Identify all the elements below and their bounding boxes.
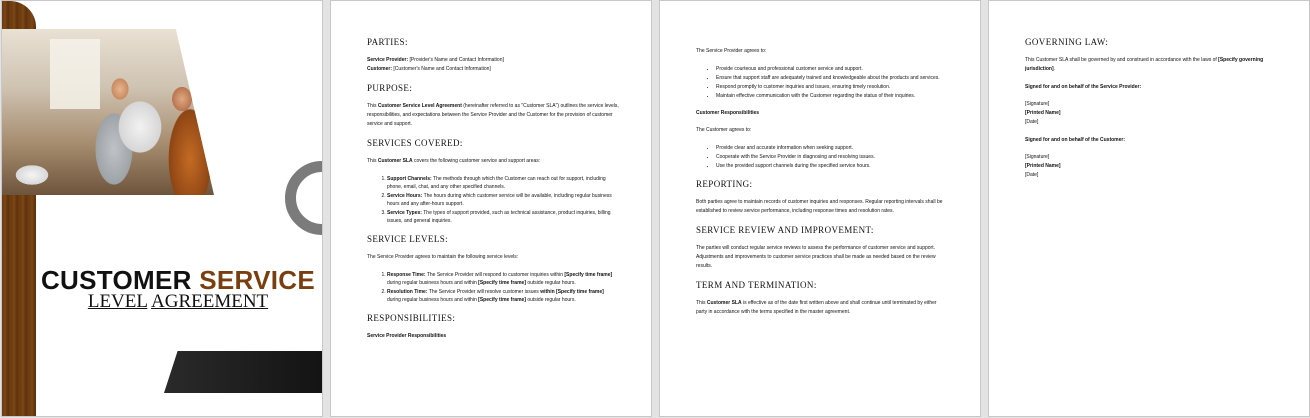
provider-signature-block	[1025, 100, 1277, 127]
term-termination-heading: TERM AND TERMINATION:	[696, 280, 817, 290]
page-3	[659, 0, 981, 417]
provider-value: [Provider's Name and Contact Information]	[408, 57, 504, 63]
date-line: [Date]	[1025, 172, 1039, 178]
customer-value: [Customer's Name and Contact Information]	[392, 66, 491, 72]
customer-responsibilities-list	[696, 144, 948, 170]
signature-line: [Signature]	[1025, 154, 1050, 160]
printed-name-line: [Printed Name]	[1025, 110, 1061, 116]
service-review-text: The parties will conduct regular service reviews to assess the performance of customer service and support. Adjustments and improvements to customer service practices shall be made as needed based on the review results.	[696, 245, 936, 269]
customer-responsibilities-subheading: Customer Responsibilities	[696, 110, 760, 116]
cover-title-word2: SERVICE	[199, 265, 316, 295]
reporting-heading: REPORTING:	[696, 179, 753, 189]
page-2-content	[367, 37, 619, 349]
decorative-ring	[285, 161, 323, 235]
provider-agrees-intro: The Service Provider agrees to:	[696, 48, 767, 54]
service-levels-list	[367, 271, 619, 304]
list-item: 2. Resolution Time: The Service Provider will resolve customer issues within [Specify time frame] during regular business hours and within [Specify time frame] outside regular hours.	[387, 288, 619, 304]
cover-subtitle	[40, 291, 316, 313]
customer-label: Customer:	[367, 66, 393, 72]
service-levels-intro: The Service Provider agrees to maintain the following service levels:	[367, 254, 519, 260]
cover-photo-customer-service-agents	[2, 29, 214, 195]
term-termination-text: This Customer SLA is effective as of the date first written above and shall continue until terminated by either party in accordance with the terms specified in the master agreement.	[696, 300, 937, 315]
purpose-heading: PURPOSE:	[367, 83, 413, 93]
list-item: • Provide courteous and professional customer service and support.	[716, 65, 948, 73]
list-item: • Use the provided support channels during the specified service hours.	[716, 162, 948, 170]
cover-subtitle-word2: AGREEMENT	[151, 291, 269, 312]
service-levels-heading: SERVICE LEVELS:	[367, 234, 449, 244]
list-item: • Provide clear and accurate information when seeking support.	[716, 144, 948, 152]
list-item: • Respond promptly to customer inquiries and issues, ensuring timely resolution.	[716, 83, 948, 91]
cover-page	[1, 0, 323, 417]
decorative-dark-strip	[164, 351, 323, 393]
list-item: • Ensure that support staff are adequately trained and knowledgeable about the products and services.	[716, 74, 948, 82]
parties-lines	[367, 56, 619, 74]
provider-signature-heading: Signed for and on behalf of the Service Provider:	[1025, 84, 1142, 90]
provider-responsibilities-list	[696, 65, 948, 100]
list-item: 1. Response Time: The Service Provider will respond to customer inquiries within [Specify time frame] during regular business hours and within [Specify time frame] outside regular hours.	[387, 271, 619, 287]
page-4-content	[1025, 37, 1277, 189]
cover-subtitle-word1: LEVEL	[87, 291, 148, 312]
signature-line: [Signature]	[1025, 101, 1050, 107]
page-3-content	[696, 47, 948, 326]
customer-signature-heading: Signed for and on behalf of the Customer:	[1025, 137, 1125, 143]
list-item: • Cooperate with the Service Provider in diagnosing and resolving issues.	[716, 153, 948, 161]
governing-law-heading: GOVERNING LAW:	[1025, 37, 1109, 47]
purpose-text: This Customer Service Level Agreement (hereinafter referred to as "Customer SLA") outlines the service levels, responsibilities, and expectations between the Service Provider and the Customer for the provision of customer service and support.	[367, 103, 619, 127]
parties-heading: PARTIES:	[367, 37, 408, 47]
services-heading: SERVICES COVERED:	[367, 138, 463, 148]
photo-window	[50, 39, 100, 109]
provider-label: Service Provider:	[367, 57, 409, 63]
services-intro: This Customer SLA covers the following customer service and support areas:	[367, 158, 541, 164]
list-item: • Maintain effective communication with the Customer regarding the status of their inquiries.	[716, 92, 948, 100]
customer-signature-block	[1025, 153, 1277, 180]
customer-agrees-intro: The Customer agrees to:	[696, 127, 752, 133]
reporting-text: Both parties agree to maintain records of customer inquiries and responses. Regular reporting intervals shall be established to review service performance, including response times and resolution rates.	[696, 199, 943, 214]
page-4	[988, 0, 1310, 417]
list-item: 2. Service Hours: The hours during which customer service will be available, including regular business hours and any after-hours support.	[387, 192, 619, 208]
cover-title-word1: CUSTOMER	[40, 265, 192, 295]
responsibilities-heading: RESPONSIBILITIES:	[367, 313, 456, 323]
provider-responsibilities-subheading: Service Provider Responsibilities	[367, 333, 447, 339]
governing-law-text: This Customer SLA shall be governed by and construed in accordance with the laws of [Specify governing jurisdiction].	[1025, 57, 1264, 72]
service-review-heading: SERVICE REVIEW AND IMPROVEMENT:	[696, 225, 874, 235]
list-item: 1. Support Channels: The methods through which the Customer can reach out for support, including phone, email, chat, and any other specified channels.	[387, 175, 619, 191]
date-line: [Date]	[1025, 119, 1039, 125]
list-item: 3. Service Types: The types of support provided, such as technical assistance, product inquiries, billing issues, and general inquiries.	[387, 209, 619, 225]
page-2	[330, 0, 652, 417]
services-list	[367, 175, 619, 225]
printed-name-line: [Printed Name]	[1025, 163, 1061, 169]
